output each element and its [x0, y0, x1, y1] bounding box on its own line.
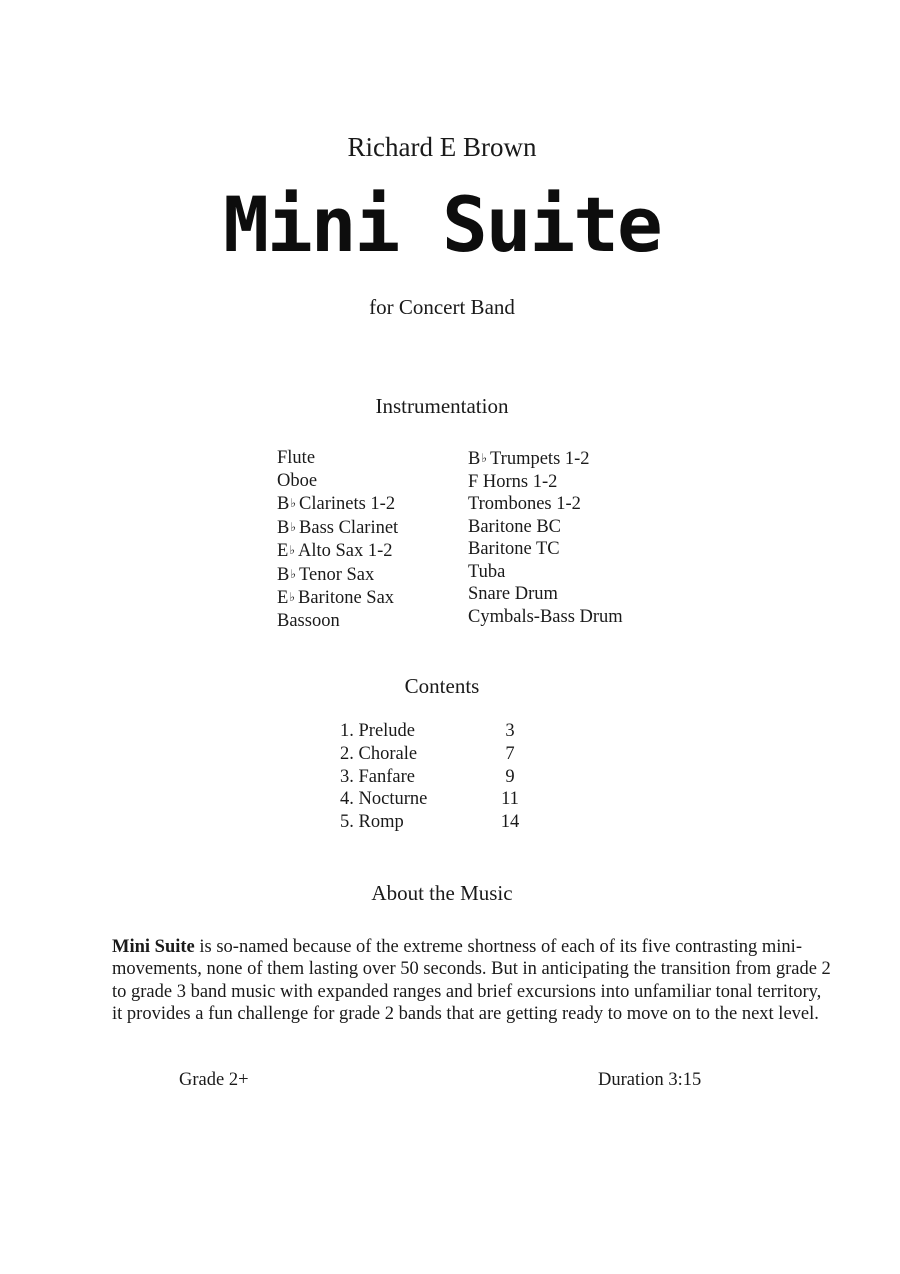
instrument-item [277, 470, 398, 493]
instrumentation-left-column [277, 447, 398, 632]
instrumentation-right-column [468, 447, 623, 628]
about-lead: Mini Suite [112, 937, 195, 957]
instrument-name: Baritone Sax [297, 588, 395, 608]
instrument-name: Bassoon [277, 610, 340, 631]
instrument-name: Baritone TC [468, 539, 560, 559]
movement-page-number: 9 [505, 766, 515, 787]
about-heading: About the Music [371, 881, 513, 905]
instrument-item [468, 583, 623, 606]
instrument-name: Trombones 1-2 [468, 494, 581, 514]
contents-item [340, 743, 520, 766]
instrument-name: Tuba [468, 561, 506, 582]
instrument-item [468, 447, 623, 471]
movement-page-number: 11 [501, 789, 519, 810]
key-letter: B [277, 517, 290, 538]
instrument-item [277, 492, 398, 516]
movement-title: 2. Chorale [340, 743, 418, 764]
subtitle: for Concert Band [369, 295, 515, 319]
movement-title: 4. Nocturne [340, 789, 428, 810]
movement-page-number: 14 [500, 812, 520, 833]
instrument-item [468, 471, 623, 494]
composer-name: Richard E Brown [347, 132, 537, 162]
key-letter: B [277, 494, 290, 514]
contents-item [340, 720, 520, 743]
instrument-item [277, 516, 398, 540]
flat-icon: ♭ [290, 519, 297, 534]
contents-item [340, 766, 520, 789]
piece-title: Mini Suite [223, 180, 661, 269]
instrument-item [277, 563, 398, 587]
flat-icon: ♭ [289, 543, 295, 557]
duration-label: Duration 3:15 [598, 1070, 702, 1090]
instrument-name: Flute [277, 448, 316, 468]
movement-title: 1. Prelude [340, 721, 416, 741]
contents-list [340, 720, 520, 834]
instrument-name: F Horns 1-2 [468, 471, 558, 492]
key-letter: B [468, 449, 481, 469]
instrument-name: Cymbals-Bass Drum [468, 606, 623, 627]
flat-icon: ♭ [290, 496, 297, 510]
key-letter: E [277, 541, 289, 561]
instrument-item [277, 447, 398, 470]
instrument-name: Alto Sax 1-2 [297, 541, 393, 561]
instrument-item [468, 561, 623, 584]
key-letter: B [277, 564, 290, 585]
contents-heading: Contents [404, 674, 480, 698]
flat-icon: ♭ [481, 451, 488, 465]
instrument-name: Trumpets 1-2 [490, 449, 590, 469]
instrument-item [277, 539, 398, 563]
about-body: is so-named because of the extreme shortness of each of its five contrasting mini-movements, none of them lasting over 50 seconds. But in anticipating the transition from grade 2 to grade 3 band music with expanded ranges and brief excursions into unfamiliar tonal territory, it provides a fun challenge for grade 2 bands that are getting ready to move on to the next level. [112, 937, 831, 1025]
instrument-item [468, 516, 623, 539]
movement-title: 5. Romp [340, 812, 404, 833]
instrument-item [468, 538, 623, 561]
movement-page-number: 3 [505, 721, 515, 741]
flat-icon: ♭ [290, 566, 297, 581]
instrument-name: Snare Drum [468, 584, 558, 604]
movement-title: 3. Fanfare [340, 766, 415, 787]
instrument-name: Clarinets 1-2 [299, 494, 396, 514]
instrument-name: Oboe [277, 470, 318, 491]
contents-item [340, 811, 520, 834]
instrumentation-heading: Instrumentation [375, 394, 509, 418]
instrument-item [277, 610, 398, 633]
grade-label: Grade 2+ [179, 1070, 249, 1090]
instrument-item [468, 606, 623, 629]
instrument-name: Bass Clarinet [299, 517, 399, 538]
flat-icon: ♭ [289, 590, 295, 604]
key-letter: E [277, 588, 289, 608]
instrument-item [468, 493, 623, 516]
contents-item [340, 788, 520, 811]
about-paragraph [112, 936, 832, 1026]
instrument-item [277, 586, 398, 610]
movement-page-number: 7 [505, 743, 515, 764]
instrument-name: Tenor Sax [299, 564, 375, 585]
instrument-name: Baritone BC [468, 516, 562, 537]
